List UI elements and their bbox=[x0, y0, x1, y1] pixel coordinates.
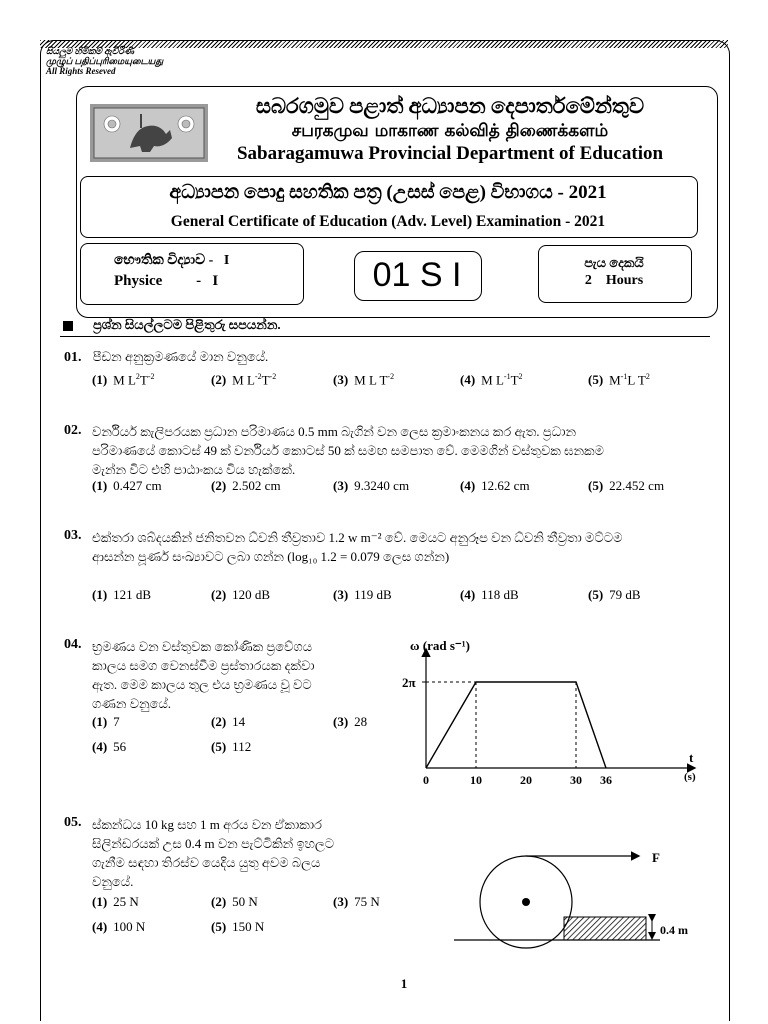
sri-lanka-flag-emblem bbox=[90, 104, 208, 162]
rights-tamil: முழுப் பதிப்புரிமையுடையது bbox=[46, 56, 164, 66]
subject-sinhala: භෞතික විද්‍යාව - I bbox=[114, 253, 230, 268]
q4-option-3: (3) 28 bbox=[333, 714, 368, 729]
instruction-rule bbox=[60, 336, 710, 337]
question-5-number: 05. bbox=[64, 815, 82, 830]
q3-option-2: (2) 120 dB bbox=[211, 587, 271, 602]
q2-option-3: (3) 9.3240 cm bbox=[333, 478, 410, 493]
question-number: 01. bbox=[64, 350, 82, 365]
instruction-text: ප්‍රශ්න සියල්ලටම පිළිතුරු සපයන්න. bbox=[93, 317, 281, 332]
q3-option-3: (3) 119 dB bbox=[333, 587, 392, 602]
force-label: F bbox=[652, 850, 660, 865]
q1-option-4: (4) M $L^{-1}T^2$ bbox=[460, 372, 523, 388]
q2-option-5: (5) 22.452 cm bbox=[588, 478, 665, 493]
xtick-label: 10 bbox=[470, 773, 482, 787]
rights-english: All Rights Reseved bbox=[46, 66, 116, 76]
question-4-text: භ්‍රමණය වන වස්තුවක කෝණික ප්‍රවේගය කාලය සමග වෙනස්වීම ප්‍රස්තාරයක දක්වා ඇත. මෙම කාලය තුල එය භ්‍රමණය වූ වට ගණන වනුයේ. bbox=[92, 639, 315, 711]
cylinder-step-figure bbox=[440, 840, 720, 950]
height-label: 0.4 m bbox=[660, 923, 688, 937]
dept-tamil: சபரகமுவ மாகாண கல்வித் திணைக்களம் bbox=[291, 121, 609, 141]
question-4-number: 04. bbox=[64, 637, 82, 652]
x-axis-label-t: t bbox=[689, 750, 694, 765]
q4-option-1: (1) 7 bbox=[92, 714, 120, 729]
q5-option-2: (2) 50 N bbox=[211, 894, 258, 909]
question-1 bbox=[64, 347, 268, 367]
omega-series-line bbox=[426, 682, 606, 768]
q2-option-2: (2) 2.502 cm bbox=[211, 478, 281, 493]
q3-option-4: (4) 118 dB bbox=[460, 587, 519, 602]
duration-sinhala: පැය දෙකයි bbox=[584, 255, 644, 270]
instruction-bullet bbox=[63, 321, 73, 331]
copyright-notice bbox=[46, 46, 163, 76]
step-block bbox=[564, 917, 646, 940]
q1-option-2: (2) M $L^{-2}T^{-2}$ bbox=[211, 372, 277, 388]
q2-option-1: (1) 0.427 cm bbox=[92, 478, 162, 493]
q5-option-5: (5) 150 N bbox=[211, 919, 265, 934]
question-text: පීඩන අනුක්‍රමණයේ මාන වනුයේ. bbox=[92, 349, 269, 364]
question-2-text: වර්නියර් කැලිපරයක ප්‍රධාන පරිමාණය 0.5 mm බැගින් වන ලෙස ක්‍රමාංකනය කර ඇත. ප්‍රධාන පරිමාණයේ කොටස් 49 ක් වර්නියර් කොටස් 50 ක් සමඟ සමපාත වේ. මෙමගින් වස්තුවක ඝනකම මැන්න විට එහි පාඨාංකය විය හැක්කේ. bbox=[92, 424, 604, 477]
q1-option-5: (5) $M^{-1}L$ $T^2$ bbox=[588, 372, 650, 388]
q1-option-3: (3) M L $T^{-2}$ bbox=[333, 372, 395, 388]
exam-title-sinhala: අධ්‍යාපන පොදු සහතික පත්‍ර (උසස් පෙළ) විභාගය - 2021 bbox=[169, 182, 607, 203]
duration-english: 2 Hours bbox=[584, 273, 644, 288]
q5-option-4: (4) 100 N bbox=[92, 919, 146, 934]
q2-option-4: (4) 12.62 cm bbox=[460, 478, 530, 493]
exam-title-english: General Certificate of Education (Adv. Level) Examination - 2021 bbox=[170, 213, 606, 230]
question-3-number: 03. bbox=[64, 528, 82, 543]
angular-velocity-graph bbox=[400, 630, 710, 800]
q3-option-5: (5) 79 dB bbox=[588, 587, 641, 602]
q5-option-3: (3) 75 N bbox=[333, 894, 380, 909]
question-3-text: එක්තරා ශබ්දයකින් ජනිතවන ධ්වනි තීව්‍රතාව 1.2 w m⁻² වේ. මෙයට අනුරූප වන ධ්වනි තීව්‍රතා මට්ටම ආසන්න පූර්ණ සංඛ්‍යාවට ලබා ගන්න (log₁₀ 1.2 = 0.079 ලෙස ගන්න) bbox=[92, 530, 623, 564]
rights-sinhala: සියලුම හිමිකම් ඇවිරිණි bbox=[46, 46, 134, 56]
x-axis-label-unit: (s) bbox=[684, 771, 696, 783]
q1-option-1: (1) M $L^2T^{-2}$ bbox=[92, 372, 155, 388]
xtick-label: 36 bbox=[600, 773, 612, 787]
paper-code: 01 S I bbox=[372, 256, 462, 294]
question-5-text: ස්කන්ධය 10 kg සහ 1 m අරය වන ඒකාකාර සිලින්ඩරයක් උස 0.4 m වන පැට්ටිකින් ඉහලට ගැනීම සඳහා තිරස්ව යෙදිය යුතු අවම බලය වනුයේ. bbox=[92, 817, 335, 889]
q4-option-5: (5) 112 bbox=[211, 739, 252, 754]
dept-sinhala: සබරගමුව පළාත් අධ්‍යාපන දෙපාර්තමේන්තුව bbox=[255, 94, 645, 118]
y-axis-label: ω (rad s⁻¹) bbox=[410, 638, 470, 653]
xtick-label: 30 bbox=[570, 773, 582, 787]
q4-option-4: (4) 56 bbox=[92, 739, 127, 754]
page-number: 1 bbox=[400, 976, 408, 991]
q5-option-1: (1) 25 N bbox=[92, 894, 139, 909]
xtick-label: 0 bbox=[423, 773, 429, 787]
q4-option-2: (2) 14 bbox=[211, 714, 246, 729]
question-2-number: 02. bbox=[64, 423, 82, 438]
subject-english: Physice - I bbox=[114, 273, 219, 289]
ytick-label-2pi: 2π bbox=[402, 675, 416, 690]
dept-english: Sabaragamuwa Provincial Department of Education bbox=[236, 143, 664, 164]
xtick-label: 20 bbox=[520, 773, 532, 787]
q3-option-1: (1) 121 dB bbox=[92, 587, 152, 602]
cylinder-center bbox=[522, 898, 530, 906]
